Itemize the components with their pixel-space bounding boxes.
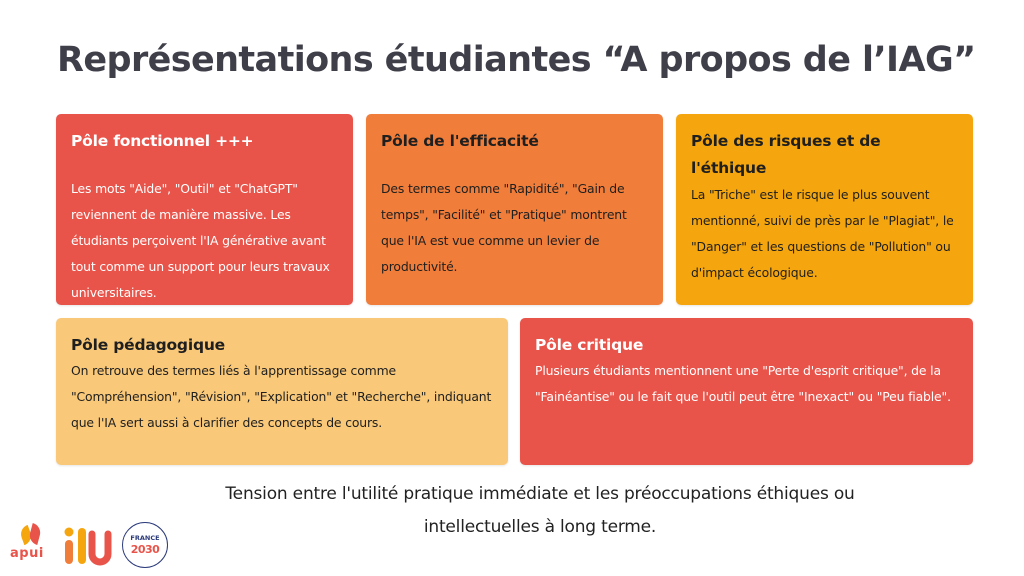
france-2030-logo-year: 2030 xyxy=(130,543,160,556)
card-title: Pôle fonctionnel +++ xyxy=(71,132,254,150)
card-body: La "Triche" est le risque le plus souvent mentionné, suivi de près par le "Plagiat", le "Danger" et les questions de "Pollution" ou d'impact écologique. xyxy=(691,187,954,280)
footer-logos xyxy=(8,522,178,570)
card-body: Plusieurs étudiants mentionnent une "Perte d'esprit critique", de la "Fainéantise" ou le fait que l'outil peut être "Inexact" ou "Peu fiable". xyxy=(535,363,951,404)
card-pole-fonctionnel xyxy=(56,114,353,305)
card-pole-risques-ethique xyxy=(676,114,973,305)
card-title: Pôle pédagogique xyxy=(71,336,225,354)
card-pole-pedagogique xyxy=(56,318,508,465)
france-2030-logo-text: FRANCE xyxy=(130,534,160,542)
leaf-icon xyxy=(28,523,43,545)
card-title: Pôle des risques et de l'éthique xyxy=(691,132,881,177)
card-body: On retrouve des termes liés à l'apprentissage comme "Compréhension", "Révision", "Explication" et "Recherche", indiquant que l'IA sert aussi à clarifier des concepts de cours. xyxy=(71,363,492,430)
card-title: Pôle de l'efficacité xyxy=(381,132,539,150)
apui-logo xyxy=(8,522,52,568)
france-2030-logo xyxy=(122,522,168,568)
card-body: Des termes comme "Rapidité", "Gain de temps", "Facilité" et "Pratique" montrent que l'IA est vue comme un levier de productivité. xyxy=(381,181,627,274)
conclusion-text: Tension entre l'utilité pratique immédiate et les préoccupations éthiques ou intellectuelles à long terme. xyxy=(225,484,855,537)
card-title: Pôle critique xyxy=(535,336,644,354)
card-body: Les mots "Aide", "Outil" et "ChatGPT" reviennent de manière massive. Les étudiants perçoivent l'IA générative avant tout comme un support pour leurs travaux universitaires. xyxy=(71,181,330,300)
university-logo-mark xyxy=(62,524,114,566)
apui-logo-text: apui xyxy=(10,546,44,561)
card-pole-critique xyxy=(520,318,973,465)
university-logo xyxy=(62,524,114,566)
card-pole-efficacite xyxy=(366,114,663,305)
slide-title: Représentations étudiantes “A propos de l’IAG” xyxy=(57,40,976,80)
